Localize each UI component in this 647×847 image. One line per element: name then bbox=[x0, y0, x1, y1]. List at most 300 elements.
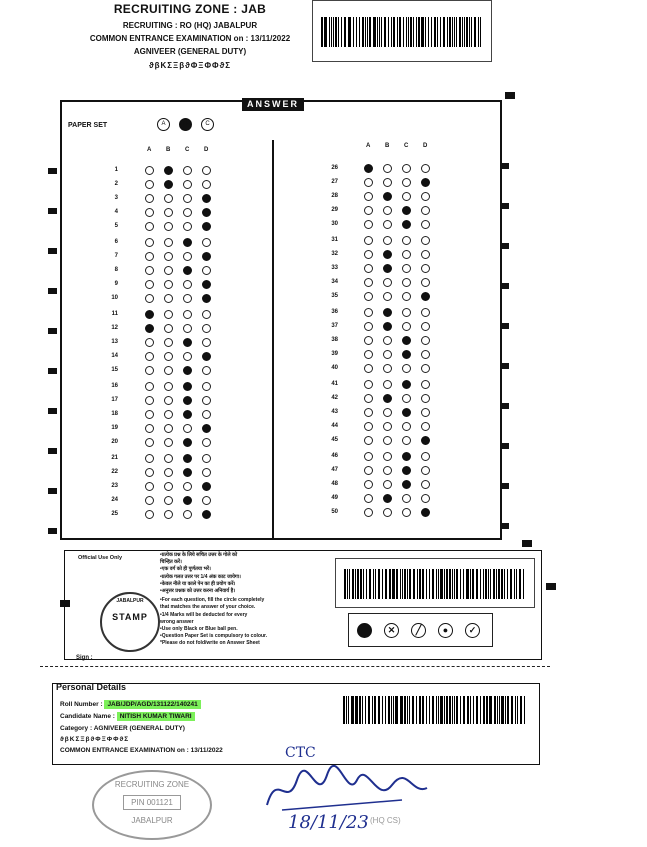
bubble-q15-b[interactable] bbox=[164, 366, 173, 375]
bubble-q14-d[interactable] bbox=[202, 352, 211, 361]
question-number: 40 bbox=[331, 365, 338, 371]
timing-mark bbox=[48, 488, 57, 494]
bubble-q12-c[interactable] bbox=[183, 324, 192, 333]
header-block bbox=[70, 2, 310, 70]
question-number: 48 bbox=[331, 481, 338, 487]
question-number: 7 bbox=[114, 253, 118, 259]
bubble-q21-b[interactable] bbox=[164, 454, 173, 463]
bubble-q36-a[interactable] bbox=[364, 308, 373, 317]
bubble-q33-b[interactable] bbox=[383, 264, 392, 273]
column-letter-c: C bbox=[185, 147, 190, 153]
answer-title: ANSWER bbox=[242, 98, 304, 111]
bubble-q43-d[interactable] bbox=[421, 408, 430, 417]
timing-mark bbox=[48, 248, 57, 254]
bubble-q13-a[interactable] bbox=[145, 338, 154, 347]
question-number: 18 bbox=[111, 411, 118, 417]
question-number: 5 bbox=[114, 223, 118, 229]
bubble-q27-c[interactable] bbox=[402, 178, 411, 187]
bubble-q12-a[interactable] bbox=[145, 324, 154, 333]
timing-mark bbox=[500, 483, 509, 489]
top-barcode bbox=[312, 0, 492, 62]
timing-mark bbox=[500, 323, 509, 329]
bubble-q42-a[interactable] bbox=[364, 394, 373, 403]
column-letter-d: D bbox=[423, 143, 428, 149]
bubble-q16-b[interactable] bbox=[164, 382, 173, 391]
recruiting-office: RECRUITING : RO (HQ) JABALPUR bbox=[122, 21, 258, 30]
bubble-q27-a[interactable] bbox=[364, 178, 373, 187]
bubble-q50-a[interactable] bbox=[364, 508, 373, 517]
bubble-q40-c[interactable] bbox=[402, 364, 411, 373]
question-number: 17 bbox=[111, 397, 118, 403]
bubble-q48-a[interactable] bbox=[364, 480, 373, 489]
bubble-q45-a[interactable] bbox=[364, 436, 373, 445]
name-row: Candidate Name : NITISH KUMAR TIWARI bbox=[60, 713, 195, 720]
bubble-q42-b[interactable] bbox=[383, 394, 392, 403]
question-number: 46 bbox=[331, 453, 338, 459]
bubble-q44-b[interactable] bbox=[383, 422, 392, 431]
bubble-q11-b[interactable] bbox=[164, 310, 173, 319]
bubble-q14-c[interactable] bbox=[183, 352, 192, 361]
paper-set-a[interactable]: A bbox=[157, 118, 170, 131]
bubble-q28-d[interactable] bbox=[421, 192, 430, 201]
wrong-marking-examples bbox=[348, 613, 493, 647]
bubble-q49-b[interactable] bbox=[383, 494, 392, 503]
bubble-q4-a[interactable] bbox=[145, 208, 154, 217]
bubble-q41-a[interactable] bbox=[364, 380, 373, 389]
bubble-q29-a[interactable] bbox=[364, 206, 373, 215]
bubble-q36-d[interactable] bbox=[421, 308, 430, 317]
bubble-q11-d[interactable] bbox=[202, 310, 211, 319]
bubble-q21-d[interactable] bbox=[202, 454, 211, 463]
column-letter-a: A bbox=[366, 143, 371, 149]
bubble-q50-c[interactable] bbox=[402, 508, 411, 517]
bubble-q3-d[interactable] bbox=[202, 194, 211, 203]
bubble-q48-b[interactable] bbox=[383, 480, 392, 489]
bubble-q34-c[interactable] bbox=[402, 278, 411, 287]
question-number: 12 bbox=[111, 325, 118, 331]
bubble-q48-c[interactable] bbox=[402, 480, 411, 489]
bubble-q18-d[interactable] bbox=[202, 410, 211, 419]
timing-mark bbox=[48, 168, 57, 174]
personal-code: ϑβΚΣΞβϑΦΞΦΦϑΣ bbox=[60, 736, 130, 743]
example-filled-icon bbox=[357, 623, 372, 638]
post-name: AGNIVEER (GENERAL DUTY) bbox=[133, 47, 247, 56]
bubble-q15-a[interactable] bbox=[145, 366, 154, 375]
example-slash-icon: ╱ bbox=[411, 623, 426, 638]
bubble-q49-a[interactable] bbox=[364, 494, 373, 503]
bubble-q13-c[interactable] bbox=[183, 338, 192, 347]
bubble-q7-c[interactable] bbox=[183, 252, 192, 261]
bubble-q43-b[interactable] bbox=[383, 408, 392, 417]
example-tick-icon: ✓ bbox=[465, 623, 480, 638]
personal-exam: COMMON ENTRANCE EXAMINATION on : 13/11/2022 bbox=[60, 747, 223, 754]
bubble-q19-a[interactable] bbox=[145, 424, 154, 433]
bubble-q10-d[interactable] bbox=[202, 294, 211, 303]
bubble-q7-a[interactable] bbox=[145, 252, 154, 261]
tear-line bbox=[40, 666, 550, 667]
bubble-q41-b[interactable] bbox=[383, 380, 392, 389]
question-number: 3 bbox=[114, 195, 118, 201]
question-number: 10 bbox=[111, 295, 118, 301]
paper-set-b[interactable]: B bbox=[179, 118, 192, 131]
bubble-q20-d[interactable] bbox=[202, 438, 211, 447]
bubble-q1-d[interactable] bbox=[202, 166, 211, 175]
timing-mark bbox=[500, 443, 509, 449]
bubble-q18-c[interactable] bbox=[183, 410, 192, 419]
bubble-q10-b[interactable] bbox=[164, 294, 173, 303]
timing-mark bbox=[48, 288, 57, 294]
bubble-q38-a[interactable] bbox=[364, 336, 373, 345]
bubble-q34-a[interactable] bbox=[364, 278, 373, 287]
bubble-q18-b[interactable] bbox=[164, 410, 173, 419]
category: Category : AGNIVEER (GENERAL DUTY) bbox=[60, 725, 185, 732]
timing-mark bbox=[500, 403, 509, 409]
bubble-q35-d[interactable] bbox=[421, 292, 430, 301]
question-number: 26 bbox=[331, 165, 338, 171]
paper-set-c[interactable]: C bbox=[201, 118, 214, 131]
roll-number: JAB/JDP/AGD/131122/140241 bbox=[104, 700, 200, 709]
bubble-q30-b[interactable] bbox=[383, 220, 392, 229]
bubble-q42-d[interactable] bbox=[421, 394, 430, 403]
instructions: •प्रत्येक प्रश्न के लिये सचित उत्तर के गोले को चिन्हित करें। •एक वर्ग को ही पूर्णतया भरें। •प्रत्येक गलत उत्तर पर 1/4 अंक काट जायेगा। •केवल नीले या काले पेन का ही प्रयोग करें। •अनुत्तर प्रश्नक को उत्तर करना अनिवार्य है। •For each question, fill the circle completely that matches the answer of your choice. •1/4 Marks will be deducted for every wrong answer •Use only Black or Blue ball pen. •Question Paper Set is compulsory to colour. *Please do not fold/write on Answer Sheet bbox=[160, 552, 268, 647]
bubble-q26-c[interactable] bbox=[402, 164, 411, 173]
bubble-q27-d[interactable] bbox=[421, 178, 430, 187]
roll-row: Roll Number : JAB/JDP/AGD/131122/140241 bbox=[60, 701, 201, 708]
bubble-q49-d[interactable] bbox=[421, 494, 430, 503]
bubble-q23-a[interactable] bbox=[145, 482, 154, 491]
column-letter-d: D bbox=[204, 147, 209, 153]
bubble-q46-d[interactable] bbox=[421, 452, 430, 461]
bubble-q22-b[interactable] bbox=[164, 468, 173, 477]
bubble-q45-c[interactable] bbox=[402, 436, 411, 445]
bubble-q30-a[interactable] bbox=[364, 220, 373, 229]
bubble-q5-d[interactable] bbox=[202, 222, 211, 231]
bubble-q8-c[interactable] bbox=[183, 266, 192, 275]
bubble-q31-c[interactable] bbox=[402, 236, 411, 245]
bubble-q25-c[interactable] bbox=[183, 510, 192, 519]
bubble-q20-c[interactable] bbox=[183, 438, 192, 447]
bubble-q40-a[interactable] bbox=[364, 364, 373, 373]
zone-seal: RECRUITING ZONE PIN 001121 JABALPUR bbox=[92, 770, 212, 840]
bubble-q41-c[interactable] bbox=[402, 380, 411, 389]
bubble-q43-c[interactable] bbox=[402, 408, 411, 417]
bubble-q46-a[interactable] bbox=[364, 452, 373, 461]
question-number: 20 bbox=[111, 439, 118, 445]
bubble-q26-d[interactable] bbox=[421, 164, 430, 173]
bubble-q5-c[interactable] bbox=[183, 222, 192, 231]
question-number: 44 bbox=[331, 423, 338, 429]
bubble-q6-a[interactable] bbox=[145, 238, 154, 247]
bubble-q9-c[interactable] bbox=[183, 280, 192, 289]
bubble-q29-c[interactable] bbox=[402, 206, 411, 215]
bubble-q19-c[interactable] bbox=[183, 424, 192, 433]
bubble-q46-c[interactable] bbox=[402, 452, 411, 461]
bubble-q45-b[interactable] bbox=[383, 436, 392, 445]
timing-mark bbox=[500, 523, 509, 529]
bubble-q1-a[interactable] bbox=[145, 166, 154, 175]
bubble-q32-b[interactable] bbox=[383, 250, 392, 259]
bubble-q16-c[interactable] bbox=[183, 382, 192, 391]
bubble-q2-b[interactable] bbox=[164, 180, 173, 189]
bubble-q50-b[interactable] bbox=[383, 508, 392, 517]
question-number: 2 bbox=[114, 181, 118, 187]
bubble-q39-d[interactable] bbox=[421, 350, 430, 359]
bubble-q22-c[interactable] bbox=[183, 468, 192, 477]
bubble-q31-d[interactable] bbox=[421, 236, 430, 245]
bubble-q16-a[interactable] bbox=[145, 382, 154, 391]
example-dot-icon: ● bbox=[438, 623, 453, 638]
question-number: 28 bbox=[331, 193, 338, 199]
bubble-q37-b[interactable] bbox=[383, 322, 392, 331]
bubble-q21-c[interactable] bbox=[183, 454, 192, 463]
bubble-q28-a[interactable] bbox=[364, 192, 373, 201]
bubble-q1-b[interactable] bbox=[164, 166, 173, 175]
bubble-q24-d[interactable] bbox=[202, 496, 211, 505]
ctc-mark: CTC bbox=[285, 745, 316, 761]
barcode-bars bbox=[321, 17, 483, 47]
bubble-q38-d[interactable] bbox=[421, 336, 430, 345]
question-number: 45 bbox=[331, 437, 338, 443]
bubble-q6-c[interactable] bbox=[183, 238, 192, 247]
bubble-q12-b[interactable] bbox=[164, 324, 173, 333]
bubble-q47-c[interactable] bbox=[402, 466, 411, 475]
bubble-q2-c[interactable] bbox=[183, 180, 192, 189]
bubble-q50-d[interactable] bbox=[421, 508, 430, 517]
bubble-q33-d[interactable] bbox=[421, 264, 430, 273]
bubble-q47-d[interactable] bbox=[421, 466, 430, 475]
example-cross-icon: ✕ bbox=[384, 623, 399, 638]
bubble-q14-b[interactable] bbox=[164, 352, 173, 361]
bubble-q9-a[interactable] bbox=[145, 280, 154, 289]
bubble-q9-d[interactable] bbox=[202, 280, 211, 289]
question-number: 19 bbox=[111, 425, 118, 431]
question-number: 1 bbox=[114, 167, 118, 173]
bubble-q26-a[interactable] bbox=[364, 164, 373, 173]
bubble-q25-a[interactable] bbox=[145, 510, 154, 519]
question-number: 13 bbox=[111, 339, 118, 345]
bubble-q10-c[interactable] bbox=[183, 294, 192, 303]
bubble-q13-d[interactable] bbox=[202, 338, 211, 347]
bubble-q7-d[interactable] bbox=[202, 252, 211, 261]
bubble-q17-a[interactable] bbox=[145, 396, 154, 405]
bottom-barcode bbox=[335, 690, 535, 730]
column-letter-b: B bbox=[166, 147, 171, 153]
bubble-q37-c[interactable] bbox=[402, 322, 411, 331]
bubble-q21-a[interactable] bbox=[145, 454, 154, 463]
question-number: 41 bbox=[331, 381, 338, 387]
timing-mark bbox=[500, 283, 509, 289]
official-use-label: Official Use Only bbox=[78, 555, 123, 561]
bubble-q23-b[interactable] bbox=[164, 482, 173, 491]
bubble-q15-c[interactable] bbox=[183, 366, 192, 375]
bubble-q48-d[interactable] bbox=[421, 480, 430, 489]
question-number: 35 bbox=[331, 293, 338, 299]
candidate-name: NITISH KUMAR TIWARI bbox=[117, 712, 195, 721]
bubble-q23-c[interactable] bbox=[183, 482, 192, 491]
sheet-code: ϑβΚΣΞβϑΦΞΦΦϑΣ bbox=[148, 61, 232, 70]
column-letter-b: B bbox=[385, 143, 390, 149]
bubble-q32-d[interactable] bbox=[421, 250, 430, 259]
bubble-q29-d[interactable] bbox=[421, 206, 430, 215]
bubble-q38-c[interactable] bbox=[402, 336, 411, 345]
question-number: 32 bbox=[331, 251, 338, 257]
timing-mark bbox=[48, 528, 57, 534]
question-number: 23 bbox=[111, 483, 118, 489]
bubble-q47-b[interactable] bbox=[383, 466, 392, 475]
question-number: 31 bbox=[331, 237, 338, 243]
bubble-q47-a[interactable] bbox=[364, 466, 373, 475]
bubble-q3-a[interactable] bbox=[145, 194, 154, 203]
question-number: 33 bbox=[331, 265, 338, 271]
bubble-q20-b[interactable] bbox=[164, 438, 173, 447]
bubble-q26-b[interactable] bbox=[383, 164, 392, 173]
question-number: 9 bbox=[114, 281, 118, 287]
question-number: 42 bbox=[331, 395, 338, 401]
question-number: 50 bbox=[331, 509, 338, 515]
bubble-q17-c[interactable] bbox=[183, 396, 192, 405]
bubble-q8-b[interactable] bbox=[164, 266, 173, 275]
bubble-q44-d[interactable] bbox=[421, 422, 430, 431]
office-stamp: JABALPUR STAMP bbox=[100, 592, 160, 652]
bubble-q13-b[interactable] bbox=[164, 338, 173, 347]
bubble-q42-c[interactable] bbox=[402, 394, 411, 403]
bubble-q36-c[interactable] bbox=[402, 308, 411, 317]
bubble-q35-a[interactable] bbox=[364, 292, 373, 301]
bubble-q39-a[interactable] bbox=[364, 350, 373, 359]
bubble-q44-c[interactable] bbox=[402, 422, 411, 431]
bubble-q40-b[interactable] bbox=[383, 364, 392, 373]
bubble-q22-a[interactable] bbox=[145, 468, 154, 477]
question-number: 21 bbox=[111, 455, 118, 461]
question-number: 39 bbox=[331, 351, 338, 357]
bubble-q33-c[interactable] bbox=[402, 264, 411, 273]
bubble-q33-a[interactable] bbox=[364, 264, 373, 273]
bubble-q45-d[interactable] bbox=[421, 436, 430, 445]
bubble-q10-a[interactable] bbox=[145, 294, 154, 303]
bubble-q30-c[interactable] bbox=[402, 220, 411, 229]
bubble-q25-d[interactable] bbox=[202, 510, 211, 519]
question-number: 37 bbox=[331, 323, 338, 329]
bubble-q35-b[interactable] bbox=[383, 292, 392, 301]
timing-mark bbox=[48, 368, 57, 374]
bubble-q24-b[interactable] bbox=[164, 496, 173, 505]
bubble-q39-b[interactable] bbox=[383, 350, 392, 359]
bubble-q38-b[interactable] bbox=[383, 336, 392, 345]
bubble-q32-a[interactable] bbox=[364, 250, 373, 259]
bubble-q28-b[interactable] bbox=[383, 192, 392, 201]
bubble-q28-c[interactable] bbox=[402, 192, 411, 201]
bubble-q4-c[interactable] bbox=[183, 208, 192, 217]
bubble-q19-d[interactable] bbox=[202, 424, 211, 433]
bubble-q4-d[interactable] bbox=[202, 208, 211, 217]
timing-mark bbox=[48, 208, 57, 214]
bubble-q40-d[interactable] bbox=[421, 364, 430, 373]
column-letter-a: A bbox=[147, 147, 152, 153]
bubble-q3-c[interactable] bbox=[183, 194, 192, 203]
bubble-q41-d[interactable] bbox=[421, 380, 430, 389]
question-number: 47 bbox=[331, 467, 338, 473]
bubble-q31-a[interactable] bbox=[364, 236, 373, 245]
bubble-q39-c[interactable] bbox=[402, 350, 411, 359]
bubble-q12-d[interactable] bbox=[202, 324, 211, 333]
bubble-q8-a[interactable] bbox=[145, 266, 154, 275]
bubble-q2-a[interactable] bbox=[145, 180, 154, 189]
question-number: 30 bbox=[331, 221, 338, 227]
bubble-q43-a[interactable] bbox=[364, 408, 373, 417]
bubble-q23-d[interactable] bbox=[202, 482, 211, 491]
bubble-q18-a[interactable] bbox=[145, 410, 154, 419]
bubble-q34-b[interactable] bbox=[383, 278, 392, 287]
signature-scribble bbox=[262, 760, 432, 820]
bubble-q30-d[interactable] bbox=[421, 220, 430, 229]
timing-mark bbox=[48, 408, 57, 414]
bubble-q1-c[interactable] bbox=[183, 166, 192, 175]
bubble-q37-d[interactable] bbox=[421, 322, 430, 331]
bubble-q5-a[interactable] bbox=[145, 222, 154, 231]
bubble-q6-d[interactable] bbox=[202, 238, 211, 247]
bubble-q15-d[interactable] bbox=[202, 366, 211, 375]
bubble-q35-c[interactable] bbox=[402, 292, 411, 301]
bubble-q27-b[interactable] bbox=[383, 178, 392, 187]
bubble-q37-a[interactable] bbox=[364, 322, 373, 331]
timing-mark bbox=[500, 203, 509, 209]
bubble-q34-d[interactable] bbox=[421, 278, 430, 287]
bubble-q7-b[interactable] bbox=[164, 252, 173, 261]
barcode-bars bbox=[343, 696, 527, 724]
question-number: 34 bbox=[331, 279, 338, 285]
bubble-q25-b[interactable] bbox=[164, 510, 173, 519]
recruiting-zone: RECRUITING ZONE : JAB bbox=[113, 2, 267, 16]
bubble-q9-b[interactable] bbox=[164, 280, 173, 289]
question-number: 16 bbox=[111, 383, 118, 389]
bubble-q46-b[interactable] bbox=[383, 452, 392, 461]
bubble-q24-c[interactable] bbox=[183, 496, 192, 505]
timing-mark bbox=[500, 363, 509, 369]
bubble-q31-b[interactable] bbox=[383, 236, 392, 245]
bubble-q17-d[interactable] bbox=[202, 396, 211, 405]
bubble-q6-b[interactable] bbox=[164, 238, 173, 247]
bubble-q3-b[interactable] bbox=[164, 194, 173, 203]
bubble-q20-a[interactable] bbox=[145, 438, 154, 447]
bubble-q36-b[interactable] bbox=[383, 308, 392, 317]
bubble-q14-a[interactable] bbox=[145, 352, 154, 361]
question-number: 24 bbox=[111, 497, 118, 503]
bubble-q16-d[interactable] bbox=[202, 382, 211, 391]
bubble-q19-b[interactable] bbox=[164, 424, 173, 433]
bubble-q2-d[interactable] bbox=[202, 180, 211, 189]
bubble-q4-b[interactable] bbox=[164, 208, 173, 217]
question-number: 43 bbox=[331, 409, 338, 415]
bubble-q11-a[interactable] bbox=[145, 310, 154, 319]
attestation-date: 18/11/23 bbox=[288, 812, 369, 833]
bubble-q49-c[interactable] bbox=[402, 494, 411, 503]
bubble-q32-c[interactable] bbox=[402, 250, 411, 259]
bubble-q24-a[interactable] bbox=[145, 496, 154, 505]
question-number: 11 bbox=[111, 311, 118, 317]
question-number: 36 bbox=[331, 309, 338, 315]
question-number: 14 bbox=[111, 353, 118, 359]
bubble-q17-b[interactable] bbox=[164, 396, 173, 405]
bubble-q29-b[interactable] bbox=[383, 206, 392, 215]
bubble-q8-d[interactable] bbox=[202, 266, 211, 275]
bubble-q11-c[interactable] bbox=[183, 310, 192, 319]
exam-title: COMMON ENTRANCE EXAMINATION on : 13/11/2022 bbox=[89, 34, 291, 43]
bubble-q44-a[interactable] bbox=[364, 422, 373, 431]
barcode-bars bbox=[344, 569, 526, 599]
bubble-q22-d[interactable] bbox=[202, 468, 211, 477]
bubble-q5-b[interactable] bbox=[164, 222, 173, 231]
sign-label: Sign : bbox=[76, 655, 93, 661]
